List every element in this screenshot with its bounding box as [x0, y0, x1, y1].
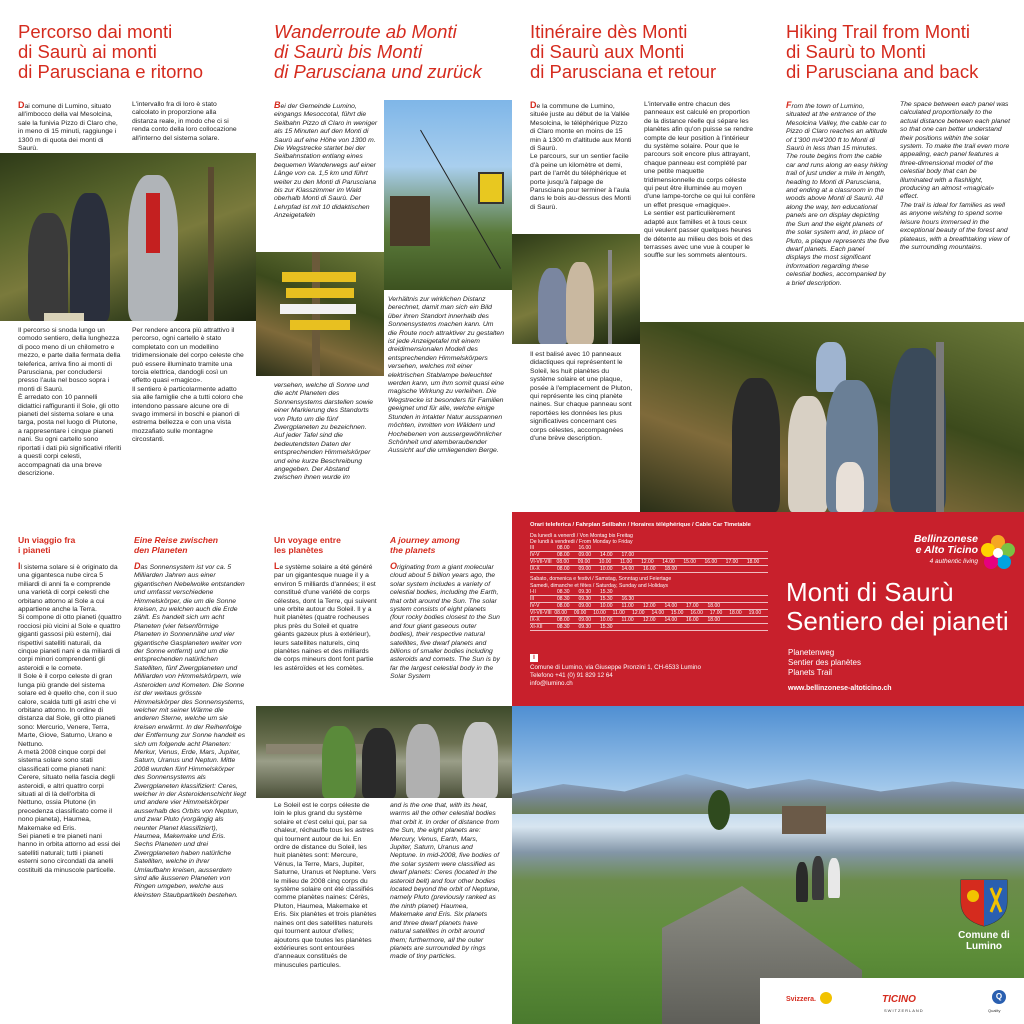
logo-ticino: TICINO	[882, 994, 916, 1005]
timetable-period: IX-X	[530, 616, 540, 623]
text-french-intro: De la commune de Lumino, située juste au début de la Vallée Mesolcina, le téléphérique Pizzo di Claro monte en moins de 15 min à 1300 m d'altitude aux Monti di Saurù. Le parcours, sur un sentier facile d'à peine un kilomètre et demi, part de l'arrêt du téléphérique et porte jusqu'à l'alpage de Parusciana pour terminer à l'aula dans le bois au-dessus des Monti di Saurù.	[530, 100, 632, 211]
photo-trail-signpost	[256, 252, 384, 376]
timetable	[530, 533, 768, 631]
timetable-time: 16.00	[690, 609, 703, 616]
timetable-time: 09.00	[578, 602, 592, 609]
cover-title-1: Monti di Saurù	[786, 577, 954, 607]
photo-family-hiking	[640, 322, 1024, 512]
timetable-title: Orari teleferica / Fahrplan Seilbahn / Horaires téléphérique / Cable Car Timetable	[530, 522, 751, 528]
timetable-time: 16.00	[704, 559, 718, 566]
timetable-time: 10.00	[593, 609, 606, 616]
timetable-time: 09.30	[578, 623, 592, 630]
text-journey-german: Das Sonnensystem ist vor ca. 5 Milliarden Jahren aus einer gigantischen Nebelwolke entstanden und umfasst verschiedene Himmelskörper, die um die Sonne kreisen, zu welchen auch die Erde zählt. Es handelt sich um acht Planeten (vier felsenförmige Planeten in Sonnennähe und vier gigantische Gasplaneten weiter von der Sonne entfernt) und um die entsprechenden natürlichen Satelliten, fünf Zwergplaneten und Milliarden von Himmelskörpern, wie Asteroiden und Kometen. Die Sonne ist der weitaus grösste Himmelskörper des Sonnensystems, welcher mit seiner Wärme die anderen Sterne, welche um sie kreisen erwärmt. In der Reihenfolge der Entfernung zur Sonne handelt es sich um folgende acht Planeten: Merkur, Venus, Erde, Mars, Jupiter, Saturn, Uranus und Neptun. Mitte 2008 wurden fünf Himmelskörper des Sonnensystems als Zwergplaneten klassifiziert: Ceres, welcher in der Asteroidenschicht liegt und andere vier Himmelskörper ausserhalb des Orbits von Neptun, und zwar Pluto (vorgängig als neunter Planet klassifiziert), Haumea, Makemake und Eris. Sechs Planeten und drei Zwergplaneten haben natürliche Satelliten, welche in ihrer Umlaufbahn kreisen, ausserdem sind alle äusseren Planeten von Ringen umgeben, welche aus kleinsten Staubpartikeln bestehen.	[134, 561, 246, 899]
timetable-row	[530, 545, 768, 552]
text-journey-french: Le système solaire a été généré par un gigantesque nuage il y a environ 5 milliards d'années; il est constitué d'une variété de corps célestes, dont la Terre, qui suivent une orbite autour du Soleil. Il y a huit planètes (quatre rocheuses plus près du Soleil et quatre géants gazeux plus à extérieur), leurs satellites naturels, cinq planètes naines et des milliards de corps mineurs dont font partie les astéroïdes et les comètes.	[274, 561, 377, 672]
timetable-time: 08.30	[557, 595, 570, 602]
photo-picnic-table	[256, 706, 512, 798]
brand-flower-icon	[980, 534, 1016, 572]
timetable-time: 12.00	[643, 602, 656, 609]
timetable-period: VI-VII-VIII	[530, 559, 552, 566]
timetable-period: III	[530, 595, 535, 602]
brand-logo	[890, 534, 1016, 580]
svizzera-flower-icon	[820, 992, 832, 1004]
contact-email-link[interactable]: info@lumino.ch	[530, 680, 573, 687]
text-english-spacing: The space between each panel was calculated proportionally to the actual distance between each planet so that one can better understand their positions within the solar system. To make the trail even more appealing, each panel features a three-dimensional model of the celestial body that can be illuminated with a flashlight, producing an almost «magical» effect. The trail is ideal for families as well as anyone wishing to spend some leisure hours immersed in the exceptional beauty of the forest and plateaus, with a breathtaking view of the surrounding mountains.	[900, 101, 1010, 251]
timetable-time: 08.00	[556, 559, 570, 566]
timetable-period: IX-X	[530, 566, 540, 573]
logo-quality: Quality	[988, 1008, 1001, 1013]
timetable-time: 18.00	[746, 559, 760, 566]
timetable-time: 10.00	[600, 602, 613, 609]
timetable-row	[530, 559, 768, 566]
text-german-panels: versehen, welche di Sonne und die acht Planeten des Sonnensystems darstellen sowie einer Markierung des Standorts von Pluto um die fünf Zwergplaneten zu bezeichnen. Auf jeder Tafel sind die bedeutendsten Daten der entsprechenden Himmelskörper und eine kurze Beschreibung angegeben. Der Abstand zwischen ihnen wurde im	[274, 382, 373, 482]
timetable-period: III	[530, 545, 535, 552]
quality-q-icon: Q	[992, 990, 1006, 1004]
timetable-row	[530, 624, 768, 631]
timetable-time: 15.30	[600, 595, 613, 602]
timetable-time: 09.30	[578, 595, 592, 602]
timetable-time: 11.00	[621, 616, 634, 623]
timetable-weekend-head-2: Samedi, dimanche et fêtes / Saturday, Sunday and Holidays	[530, 582, 669, 589]
timetable-time: 17.00	[725, 559, 739, 566]
timetable-time: 15.00	[683, 559, 696, 566]
timetable-time: 09.00	[573, 609, 587, 616]
timetable-time: 16.00	[643, 566, 656, 573]
brand-line-2: e Alto Ticino	[915, 544, 978, 556]
timetable-time: 15.30	[600, 623, 613, 630]
logo-switzerland: SWITZERLAND	[884, 1008, 924, 1013]
timetable-time: 14.00	[651, 609, 665, 616]
brand-tagline: 4 authentic living	[929, 558, 978, 565]
text-english-intro: From the town of Lumino, situated at the entrance of the Mesolcina Valley, the cable car to Pizzo di Claro reaches an altitude of 1'300 m/4'200 ft to Monti di Saurù in less than 15 minutes. The route begins from the cable car and runs along an easy hiking trail of just under a mile in length, heading to Monti di Parusciana, and ending at a classroom in the woods above Monti di Saurù. All along the way, ten educational panels are on display depicting the Sun and the eight planets of the solar system and, in place of Pluto, a plaque represents the five dwarf planets. Each panel displays the most significant information regarding these celestial bodies, accompanied by a brief description.	[786, 100, 890, 287]
timetable-time: 17.00	[686, 602, 699, 609]
timetable-time: 08.00	[557, 566, 570, 573]
timetable-period: XI-XII	[530, 623, 543, 630]
timetable-row	[530, 610, 768, 617]
municipality-line-2: Lumino	[965, 941, 1003, 952]
cover-sub-de: Planetenweg	[788, 648, 835, 657]
cover-panel	[512, 512, 1024, 706]
title-french: Itinéraire dès Monti di Saurù aux Monti di Parusciana et retour	[530, 21, 717, 82]
timetable-time: 09.00	[578, 616, 592, 623]
timetable-time: 09.00	[578, 552, 592, 559]
timetable-time: 08.00	[557, 616, 570, 623]
timetable-time: 08.30	[557, 623, 570, 630]
timetable-weekday-rows	[530, 545, 768, 573]
heading-journey-english: A journey among the planets	[390, 535, 460, 555]
timetable-row	[530, 566, 768, 573]
timetable-time: 16.00	[578, 545, 592, 552]
timetable-time: 08.00	[557, 602, 570, 609]
timetable-time: 09.00	[578, 566, 592, 573]
text-journey-english: Originating from a giant molecular cloud about 5 billion years ago, the solar system includes a variety of celestial bodies, including the Earth, that orbit around the Sun. The solar system consists of eight planets (four rocky bodies closest to the Sun and four giant gaseous outer bodies), their respective natural satellites, five dwarf planets and billions of smaller bodies including asteroids and comets. The Sun is by far the largest celestial body in the Solar System	[390, 561, 500, 681]
photo-hikers-signpost	[0, 153, 256, 321]
timetable-time: 15.30	[600, 588, 613, 595]
photo-mountain-meadow	[512, 706, 1024, 1024]
municipality-line-1: Comune di	[958, 930, 1010, 941]
timetable-time: 08.00	[557, 545, 570, 552]
contact-address: Comune di Lumino, via Giuseppe Pronzini 1, CH-6533 Lumino	[530, 664, 701, 671]
photo-cable-car	[384, 100, 512, 290]
timetable-time: 14.00	[621, 566, 635, 573]
title-english: Hiking Trail from Monti di Saurù to Monti di Parusciana and back	[786, 21, 979, 82]
text-italian-features: Per rendere ancora più attrattivo il percorso, ogni cartello è stato completato con un modellino tridimensionale del corpo celeste che può essere illuminato tramite una torcia elettrica, dandogli così un effetto quasi «magico». Il sentiero è particolarmente adatto sia alle famiglie che a tutti coloro che intendono passare alcune ore di svago immersi in boschi e pianori di estrema bellezza e con una vista mozzafiato sulle montagne circostanti.	[132, 327, 244, 444]
timetable-time: 18.00	[664, 566, 678, 573]
timetable-weekday-head-2: De lundi à vendredi / From Monday to Friday	[530, 539, 633, 546]
text-journey-french-2: Le Soleil est le corps céleste de loin le plus grand du système solaire et c'est celui qui, par sa chaleur, réchauffe tous les astres qui tournent autour de lui. En ordre de distance du Soleil, les huit planètes sont: Mercure, Vénus, la Terre, Mars, Jupiter, Saturne, Uranus et Neptune. Vers le milieu de 2008 cinq corps du système solaire ont été classifiés comme planètes naines: Cérès, Pluton, Haumea, Makemake et Eris. Six planètes et trois planètes naines ont des satellites naturels qui tournent autour d'elles; ajoutons que toutes les planètes extérieures sont entourées d'anneaux constitués de minuscules particules.	[274, 802, 377, 969]
text-german-model: Verhältnis zur wirklichen Distanz berechnet, damit man sich ein Bild über ihren Standort innerhalb des Sonnensystems machen kann. Um die Route noch attraktiver zu gestalten ist jede Anzeigetafel mit einem dreidimensionalen Modell des entsprechenden Himmelskörpers versehen, welches mit einer elektrischen Stablampe beleuchtet werden kann, um ihm somit quasi eine magische Wirkung zu verleihen. Die Wegstrecke ist besonders für Familien geeignet und für alle, welche einige Stunden in intakter Natur ausspannen möchten, inmitten von Wäldern und Hochebenen von aussergewöhnlicher Schönheit und atemberaubender Aussicht auf die umliegenden Berge.	[388, 296, 504, 455]
timetable-time: 11.00	[621, 602, 634, 609]
contact-phone: Telefono +41 (0) 91 829 12 64	[530, 672, 613, 679]
brand-line-1: Bellinzonese	[913, 533, 978, 545]
text-journey-italian: Il sistema solare si è originato da una gigantesca nube circa 5 miliardi di anni fa e comprende una varietà di corpi celesti che orbitano attorno al Sole a cui appartiene anche la Terra. Si compone di otto pianeti (quattro rocciosi più vicini al Sole e quattro giganti gassosi più esterni), dai rispettivi satelliti naturali, da cinque pianeti nani e da miliardi di corpi minori comprendenti gli asteroidi e le comete. Il Sole è il corpo celeste di gran lunga più grande del sistema solare ed è quello che, con il suo calore, scalda tutti gli astri che vi orbitano attorno. In ordine di distanza dal Sole, gli otto pianeti sono: Mercurio, Venere, Terra, Marte, Giove, Saturno, Urano e Nettuno. A metà 2008 cinque corpi del sistema solare sono stati classificati come pianeti nani: Cerere, situato nella fascia degli asteroidi, e altri quattro corpi situati al di là dell'orbita di Nettuno, ossia Plutone (in precedenza classificato come il nono pianeta), Haumea, Makemake ed Eris. Sei pianeti e tre pianeti nani hanno in orbita attorno ad essi dei satelliti naturali; tutti i pianeti esterni sono circondati da anelli costituiti da minuscole particelle.	[18, 561, 122, 874]
timetable-row	[530, 552, 768, 559]
timetable-time: 09.30	[578, 588, 592, 595]
timetable-time: 14.00	[664, 602, 678, 609]
timetable-time: 08.00	[557, 552, 570, 559]
timetable-time: 11.00	[619, 559, 633, 566]
heading-journey-french: Un voyage entre les planètes	[274, 535, 341, 555]
title-german: Wanderroute ab Monti di Saurù bis Monti di Parusciana und zurück	[274, 21, 482, 82]
text-german-intro: Bei der Gemeinde Lumino, eingangs Mesoccotal, führt die Seilbahn Pizzo di Claro in weniger als 15 Minuten auf den Monti di Saurù auf eine Höhe von 1300 m. Die Wegstrecke startet bei der Seilbahnstation entlang eines bequemen Wanderwegs auf einer Länge von ca. 1,5 km und führt weiter zu den Monti di Parusciana bis zur Klasszimmer im Wald oberhalb Monti di Saurù. Der Lehrpfad ist mit 10 didaktischen Anzeigetafeln	[274, 100, 378, 220]
timetable-row	[530, 603, 768, 610]
timetable-time: 10.00	[600, 616, 613, 623]
timetable-time: 11.00	[612, 609, 625, 616]
timetable-weekend-head-1: Sabato, domenica e festivi / Samstag, Sonntag und Feiertage	[530, 576, 672, 583]
text-italian-route: Il percorso si snoda lungo un comodo sentiero, della lunghezza di poco meno di un chilometro e mezzo, e parte dalla fermata della teleferica, arriva fino ai monti di Parusciana, per concludersi presso l'aula nel bosco sopra i monti di Saurù. È arredato con 10 pannelli didattici raffiguranti il Sole, gli otto pianeti del sistema solare e una targa, posta nel luogo di Plutone, a rappresentare i cinque pianeti nani. Su ogni cartello sono riportati i dati più significativi riferiti a questi corpi celesti, accompagnati da una breve descrizione.	[18, 327, 122, 477]
heading-journey-italian: Un viaggio fra i pianeti	[18, 535, 76, 555]
heading-journey-german: Eine Reise zwischen den Planeten	[134, 535, 219, 555]
timetable-time: 18.00	[707, 616, 721, 623]
timetable-time: 15.00	[670, 609, 684, 616]
timetable-row	[530, 589, 768, 596]
timetable-row	[530, 617, 768, 624]
photo-family-panel	[512, 234, 640, 344]
timetable-time: 16.00	[686, 616, 699, 623]
logo-svizzera: Svizzera.	[786, 996, 816, 1003]
cover-sub-en: Planets Trail	[788, 668, 833, 677]
coat-of-arms-icon	[957, 878, 1011, 928]
cover-title-2: Sentiero dei pianeti	[786, 606, 1009, 636]
timetable-time: 12.00	[632, 609, 645, 616]
lumino-coat-of-arms	[948, 878, 1020, 958]
timetable-period: IV-V	[530, 602, 540, 609]
timetable-period: IV-V	[530, 552, 540, 559]
text-italian-intro: Dai comune di Lumino, situato all'imbocco della val Mesolcina, sale la funivia Pizzo di Claro che, in meno di 15 minuti, raggiunge i 1300 m di quota dei monti di Saurù.	[18, 100, 118, 153]
timetable-time: 17.00	[709, 609, 723, 616]
timetable-time: 18.00	[707, 602, 721, 609]
timetable-weekday-head-1: Da lunedì a venerdì / Von Montag bis Freitag	[530, 533, 633, 539]
timetable-time: 10.00	[600, 566, 613, 573]
timetable-time: 10.00	[598, 559, 612, 566]
cover-website-link[interactable]: www.bellinzonese-altoticino.ch	[788, 685, 892, 692]
cover-sub-fr: Sentier des planètes	[788, 658, 861, 667]
timetable-time: 14.00	[662, 559, 675, 566]
timetable-time: 17.00	[621, 552, 635, 559]
text-french-panels: Il est balisé avec 10 panneaux didactiques qui représentent le Soleil, les huit planètes du système solaire et une plaque, posée à l'emplacement de Pluton, qui représente les cinq planète naines. Sur chaque panneau sont reportées les données les plus significatives concernant ces corps célestes, accompagnées d'une brève description.	[530, 351, 633, 443]
sponsor-logos	[760, 978, 1024, 1024]
timetable-time: 09.00	[577, 559, 591, 566]
timetable-period: I-II	[530, 588, 536, 595]
timetable-row	[530, 596, 768, 603]
timetable-time: 14.00	[600, 552, 613, 559]
timetable-time: 08.30	[557, 588, 570, 595]
timetable-time: 12.00	[643, 616, 656, 623]
timetable-time: 19.00	[748, 609, 762, 616]
title-italian: Percorso dai monti di Saurù ai monti di Parusciana e ritorno	[18, 21, 204, 82]
timetable-time: 08.00	[554, 609, 567, 616]
timetable-weekend-rows	[530, 589, 768, 631]
timetable-time: 14.00	[664, 616, 678, 623]
info-icon: i	[530, 654, 538, 662]
timetable-period: VI-VII-VIII	[530, 609, 552, 616]
timetable-time: 16.30	[621, 595, 635, 602]
text-italian-intro-2: L'intervallo fra di loro è stato calcolato in proporzione alla distanza reale, in modo che ci si renda conto della loro collocazione all'interno del sistema solare.	[132, 101, 237, 142]
timetable-time: 12.00	[641, 559, 654, 566]
text-journey-english-2: and is the one that, with its heat, warms all the other celestial bodies that orbit it. In order of distance from the Sun, the eight planets are: Mercury, Venus, Earth, Mars, Jupiter, Saturn, Uranus and Neptune. In mid-2008, five bodies of the solar system were classified as dwarf planets: Ceres (located in the asteroid belt) and four other bodies located beyond the orbit of Neptune, namely Pluto (previously ranked as the ninth planet) Haumea, Makemake and Eris. Six planets and three dwarf planets have natural satellites in orbit around them; furthermore, all the outer planets are surrounded by rings made of tiny particles.	[390, 802, 500, 961]
timetable-time: 18.00	[729, 609, 742, 616]
text-french-spacing: L'intervalle entre chacun des panneaux est calculé en proportion de la distance réelle qui sépare les planètes afin qu'on puisse se rendre compte de leur position à l'intérieur du système solaire. Pour que le parcours soit encore plus attrayant, chaque panneau est complété par une petite maquette tridimensionnelle du corps céleste qui peut être illuminée au moyen d'une lampe-torche ce qui lui confère un effet presque «magique». Le sentier est particulièrement adapté aux familles et à tous ceux qui veulent passer quelques heures de détente au milieu des bois et des terrasses avec une vue à couper le souffle sur les sommets alentours.	[644, 101, 756, 260]
